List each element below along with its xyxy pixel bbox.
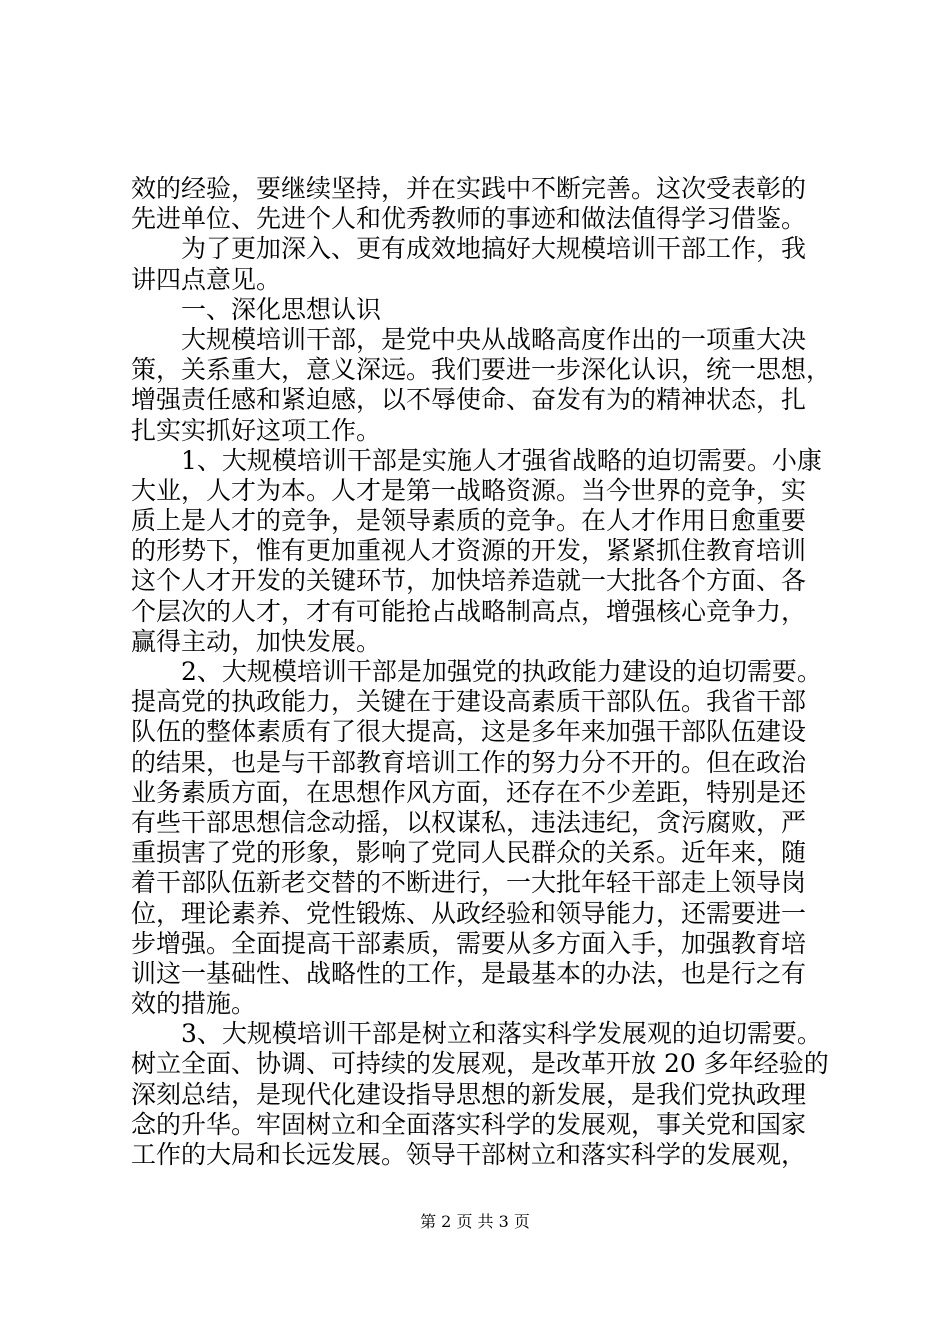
text-line: 增强责任感和紧迫感，以不辱使命、奋发有为的精神状态，扎 — [131, 385, 807, 415]
text-line: 扎实实抓好这项工作。 — [131, 415, 382, 445]
text-line: 提高党的执政能力，关键在于建设高素质干部队伍。我省干部 — [131, 687, 807, 717]
text-line: 着干部队伍新老交替的不断进行，一大批年轻干部走上领导岗 — [131, 868, 807, 898]
text-line: 深刻总结，是现代化建设指导思想的新发展，是我们党执政理 — [131, 1079, 807, 1109]
text-line: 1、大规模培训干部是实施人才强省战略的迫切需要。小康 — [181, 445, 822, 475]
text-line: 效的措施。 — [131, 989, 257, 1019]
text-line: 先进单位、先进个人和优秀教师的事迹和做法值得学习借鉴。 — [131, 204, 807, 234]
text-line: 训这一基础性、战略性的工作，是最基本的办法，也是行之有 — [131, 958, 807, 988]
text-line: 有些干部思想信念动摇，以权谋私，违法违纪，贪污腐败，严 — [131, 807, 807, 837]
text-line: 为了更加深入、更有成效地搞好大规模培训干部工作，我 — [181, 234, 807, 264]
text-line: 工作的大局和长远发展。领导干部树立和落实科学的发展观， — [131, 1140, 807, 1169]
text-line: 策，关系重大，意义深远。我们要进一步深化认识，统一思想， — [131, 355, 832, 385]
text-line: 这个人才开发的关键环节，加快培养造就一大批各个方面、各 — [131, 566, 807, 596]
text-line: 大规模培训干部，是党中央从战略高度作出的一项重大决 — [181, 324, 807, 354]
text-line: 业务素质方面，在思想作风方面，还存在不少差距，特别是还 — [131, 777, 807, 807]
text-line: 2、大规模培训干部是加强党的执政能力建设的迫切需要。 — [181, 657, 822, 686]
text-line: 步增强。全面提高干部素质，需要从多方面入手，加强教育培 — [131, 928, 807, 958]
text-line: 一、深化思想认识 — [181, 294, 382, 324]
text-line: 位，理论素养、党性锻炼、从政经验和领导能力，还需要进一 — [131, 898, 807, 928]
text-line: 讲四点意见。 — [131, 264, 282, 294]
text-line: 的结果，也是与干部教育培训工作的努力分不开的。但在政治 — [131, 747, 807, 777]
page-footer: 第 2 页 共 3 页 — [420, 1212, 530, 1231]
text-line: 质上是人才的竞争，是领导素质的竞争。在人才作用日愈重要 — [131, 506, 807, 536]
text-line: 的形势下，惟有更加重视人才资源的开发，紧紧抓住教育培训 — [131, 536, 807, 566]
text-line: 个层次的人才，才有可能抢占战略制高点，增强核心竞争力， — [131, 596, 807, 626]
text-line: 念的升华。牢固树立和全面落实科学的发展观，事关党和国家 — [131, 1109, 807, 1139]
text-line: 树立全面、协调、可持续的发展观，是改革开放 20 多年经验的 — [131, 1049, 829, 1079]
document-body — [131, 174, 831, 1170]
text-line: 效的经验，要继续坚持，并在实践中不断完善。这次受表彰的 — [131, 174, 807, 203]
text-line: 大业，人才为本。人才是第一战略资源。当今世界的竞争，实 — [131, 475, 807, 505]
text-line: 赢得主动，加快发展。 — [131, 626, 382, 656]
text-line: 3、大规模培训干部是树立和落实科学发展观的迫切需要。 — [181, 1019, 822, 1049]
text-line: 重损害了党的形象，影响了党同人民群众的关系。近年来，随 — [131, 838, 807, 868]
text-line: 队伍的整体素质有了很大提高，这是多年来加强干部队伍建设 — [131, 717, 807, 747]
